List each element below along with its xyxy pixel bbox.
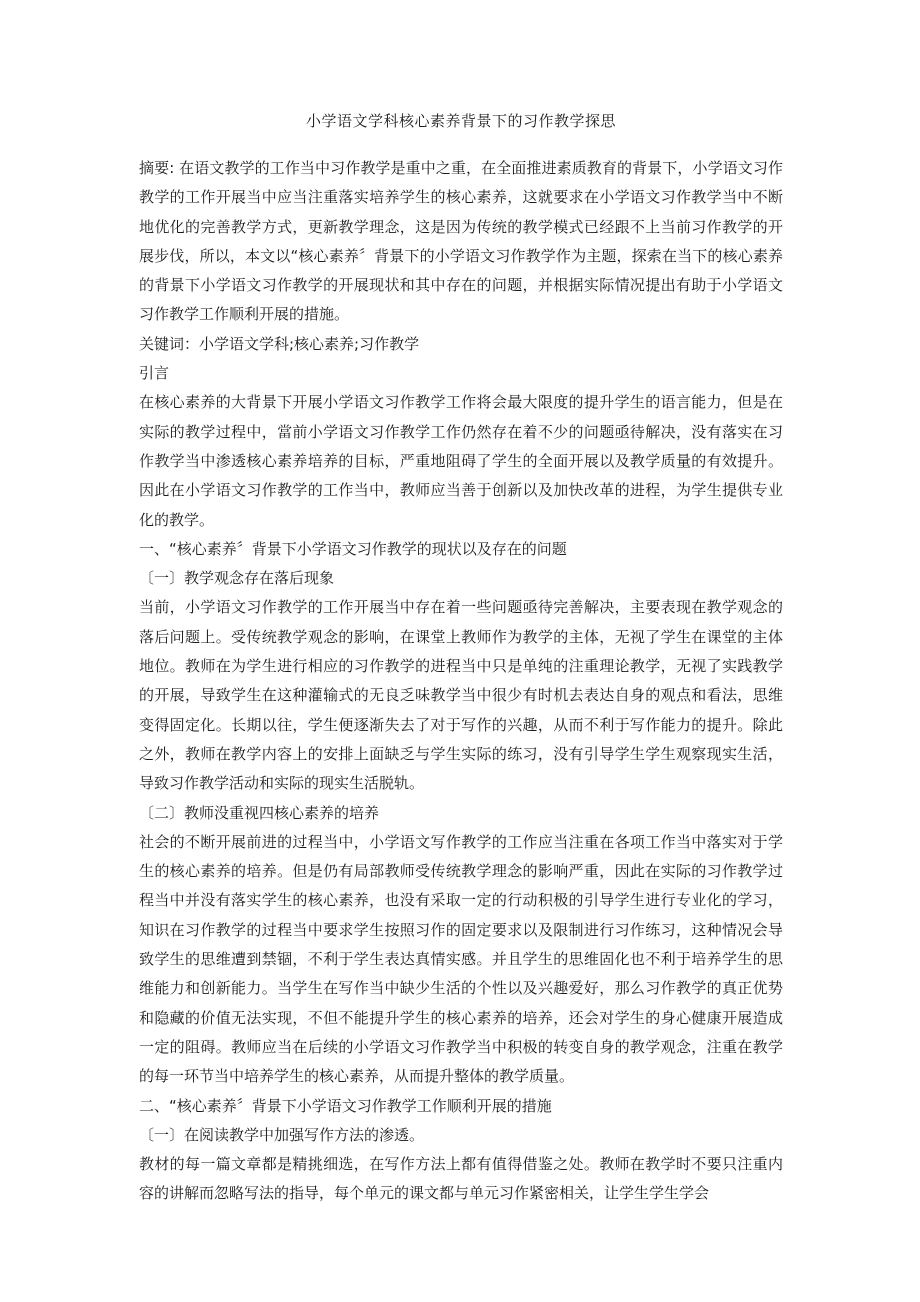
section2-sub1-heading: 〔一〕在阅读教学中加强写作方法的渗透。: [139, 1125, 425, 1144]
section2-sub1-paragraph: 教材的每一篇文章都是精挑细选，在写作方法上都有值得借鉴之处。教师在教学时不要只注重内容的讲解而忽略写法的指导，每个单元的课文都与单元习作紧密相关，让学生学生学会: [139, 1155, 783, 1203]
document-page: [139, 110, 783, 1209]
section2-heading: 二、“核心素养〞背景下小学语文习作教学工作顺利开展的措施: [139, 1096, 552, 1115]
document-title: 小学语文学科核心素养背景下的习作教学探思: [305, 112, 616, 130]
intro-heading: 引言: [139, 364, 170, 383]
keywords-line: 关键词：小学语文学科;核心素养;习作教学: [139, 334, 420, 353]
abstract-paragraph: 摘要: 在语文教学的工作当中习作教学是重中之重，在全面推进素质教育的背景下，小学语文习作教学的工作开展当中应当注重落实培养学生的核心素养，这就要求在小学语文习作教学当中不断地优化的完善教学方式，更新教学理念，这是因为传统的教学模式已经跟不上当前习作教学的开展步伐，所以，本文以“核心素养〞背景下的小学语文习作教学作为主题，探索在当下的核心素养的背景下小学语文习作教学的开展现状和其中存在的问题，并根据实际情况提出有助于小学语文习作教学工作顺利开展的措施。: [139, 159, 783, 324]
section1-heading: 一、“核心素养〞背景下小学语文习作教学的现状以及存在的问题: [139, 539, 567, 558]
intro-paragraph: 在核心素养的大背景下开展小学语文习作教学工作将会最大限度的提升学生的语言能力，但是在实际的教学过程中，當前小学语文习作教学工作仍然存在着不少的问题亟待解决，没有落实在习作教学当中渗透核心素养培养的目标，严重地阻碍了学生的全面开展以及教学质量的有效提升。因此在小学语文习作教学的工作当中，教师应当善于创新以及加快改革的进程，为学生提供专业化的教学。: [139, 393, 783, 529]
section1-sub2-paragraph: 社会的不断开展前进的过程当中，小学语文写作教学的工作应当注重在各项工作当中落实对于学生的核心素养的培养。但是仍有局部教师受传统教学理念的影响严重，因此在实际的习作教学过程当中并没有落实学生的核心素养，也没有采取一定的行动积极的引导学生进行专业化的学习，知识在习作教学的过程当中要求学生按照习作的固定要求以及限制进行习作练习，这种情况会导致学生的思维遭到禁锢，不利于学生表达真情实感。并且学生的思维固化也不利于培养学生的思维能力和创新能力。当学生在写作当中缺少生活的个性以及兴趣爱好，那么习作教学的真正优势和隐藏的价值无法实现，不但不能提升学生的核心素养的培养，还会对学生的身心健康开展造成一定的阻碍。教师应当在后续的小学语文习作教学当中积极的转变自身的教学观念，注重在教学的每一环节当中培养学生的核心素养，从而提升整体的教学质量。: [139, 832, 783, 1086]
section1-sub1-paragraph: 当前，小学语文习作教学的工作开展当中存在着一些问题亟待完善解决，主要表现在教学观念的落后问题上。受传统教学观念的影响，在课堂上教师作为教学的主体，无视了学生在课堂的主体地位。教师在为学生进行相应的习作教学的进程当中只是单纯的注重理论教学，无视了实践教学的开展，导致学生在这种灌输式的无良乏味教学当中很少有时机去表达自身的观点和看法，思维变得固定化。长期以往，学生便逐渐失去了对于写作的兴趣，从而不利于写作能力的提升。除此之外，教师在教学内容上的安排上面缺乏与学生实际的练习，没有引导学生学生观察现实生活，导致习作教学活动和实际的现实生活脱轨。: [139, 598, 783, 793]
section1-sub2-heading: 〔二〕教师没重视四核心素养的培养: [139, 803, 380, 822]
section1-sub1-heading: 〔一〕教学观念存在落后现象: [139, 569, 335, 588]
